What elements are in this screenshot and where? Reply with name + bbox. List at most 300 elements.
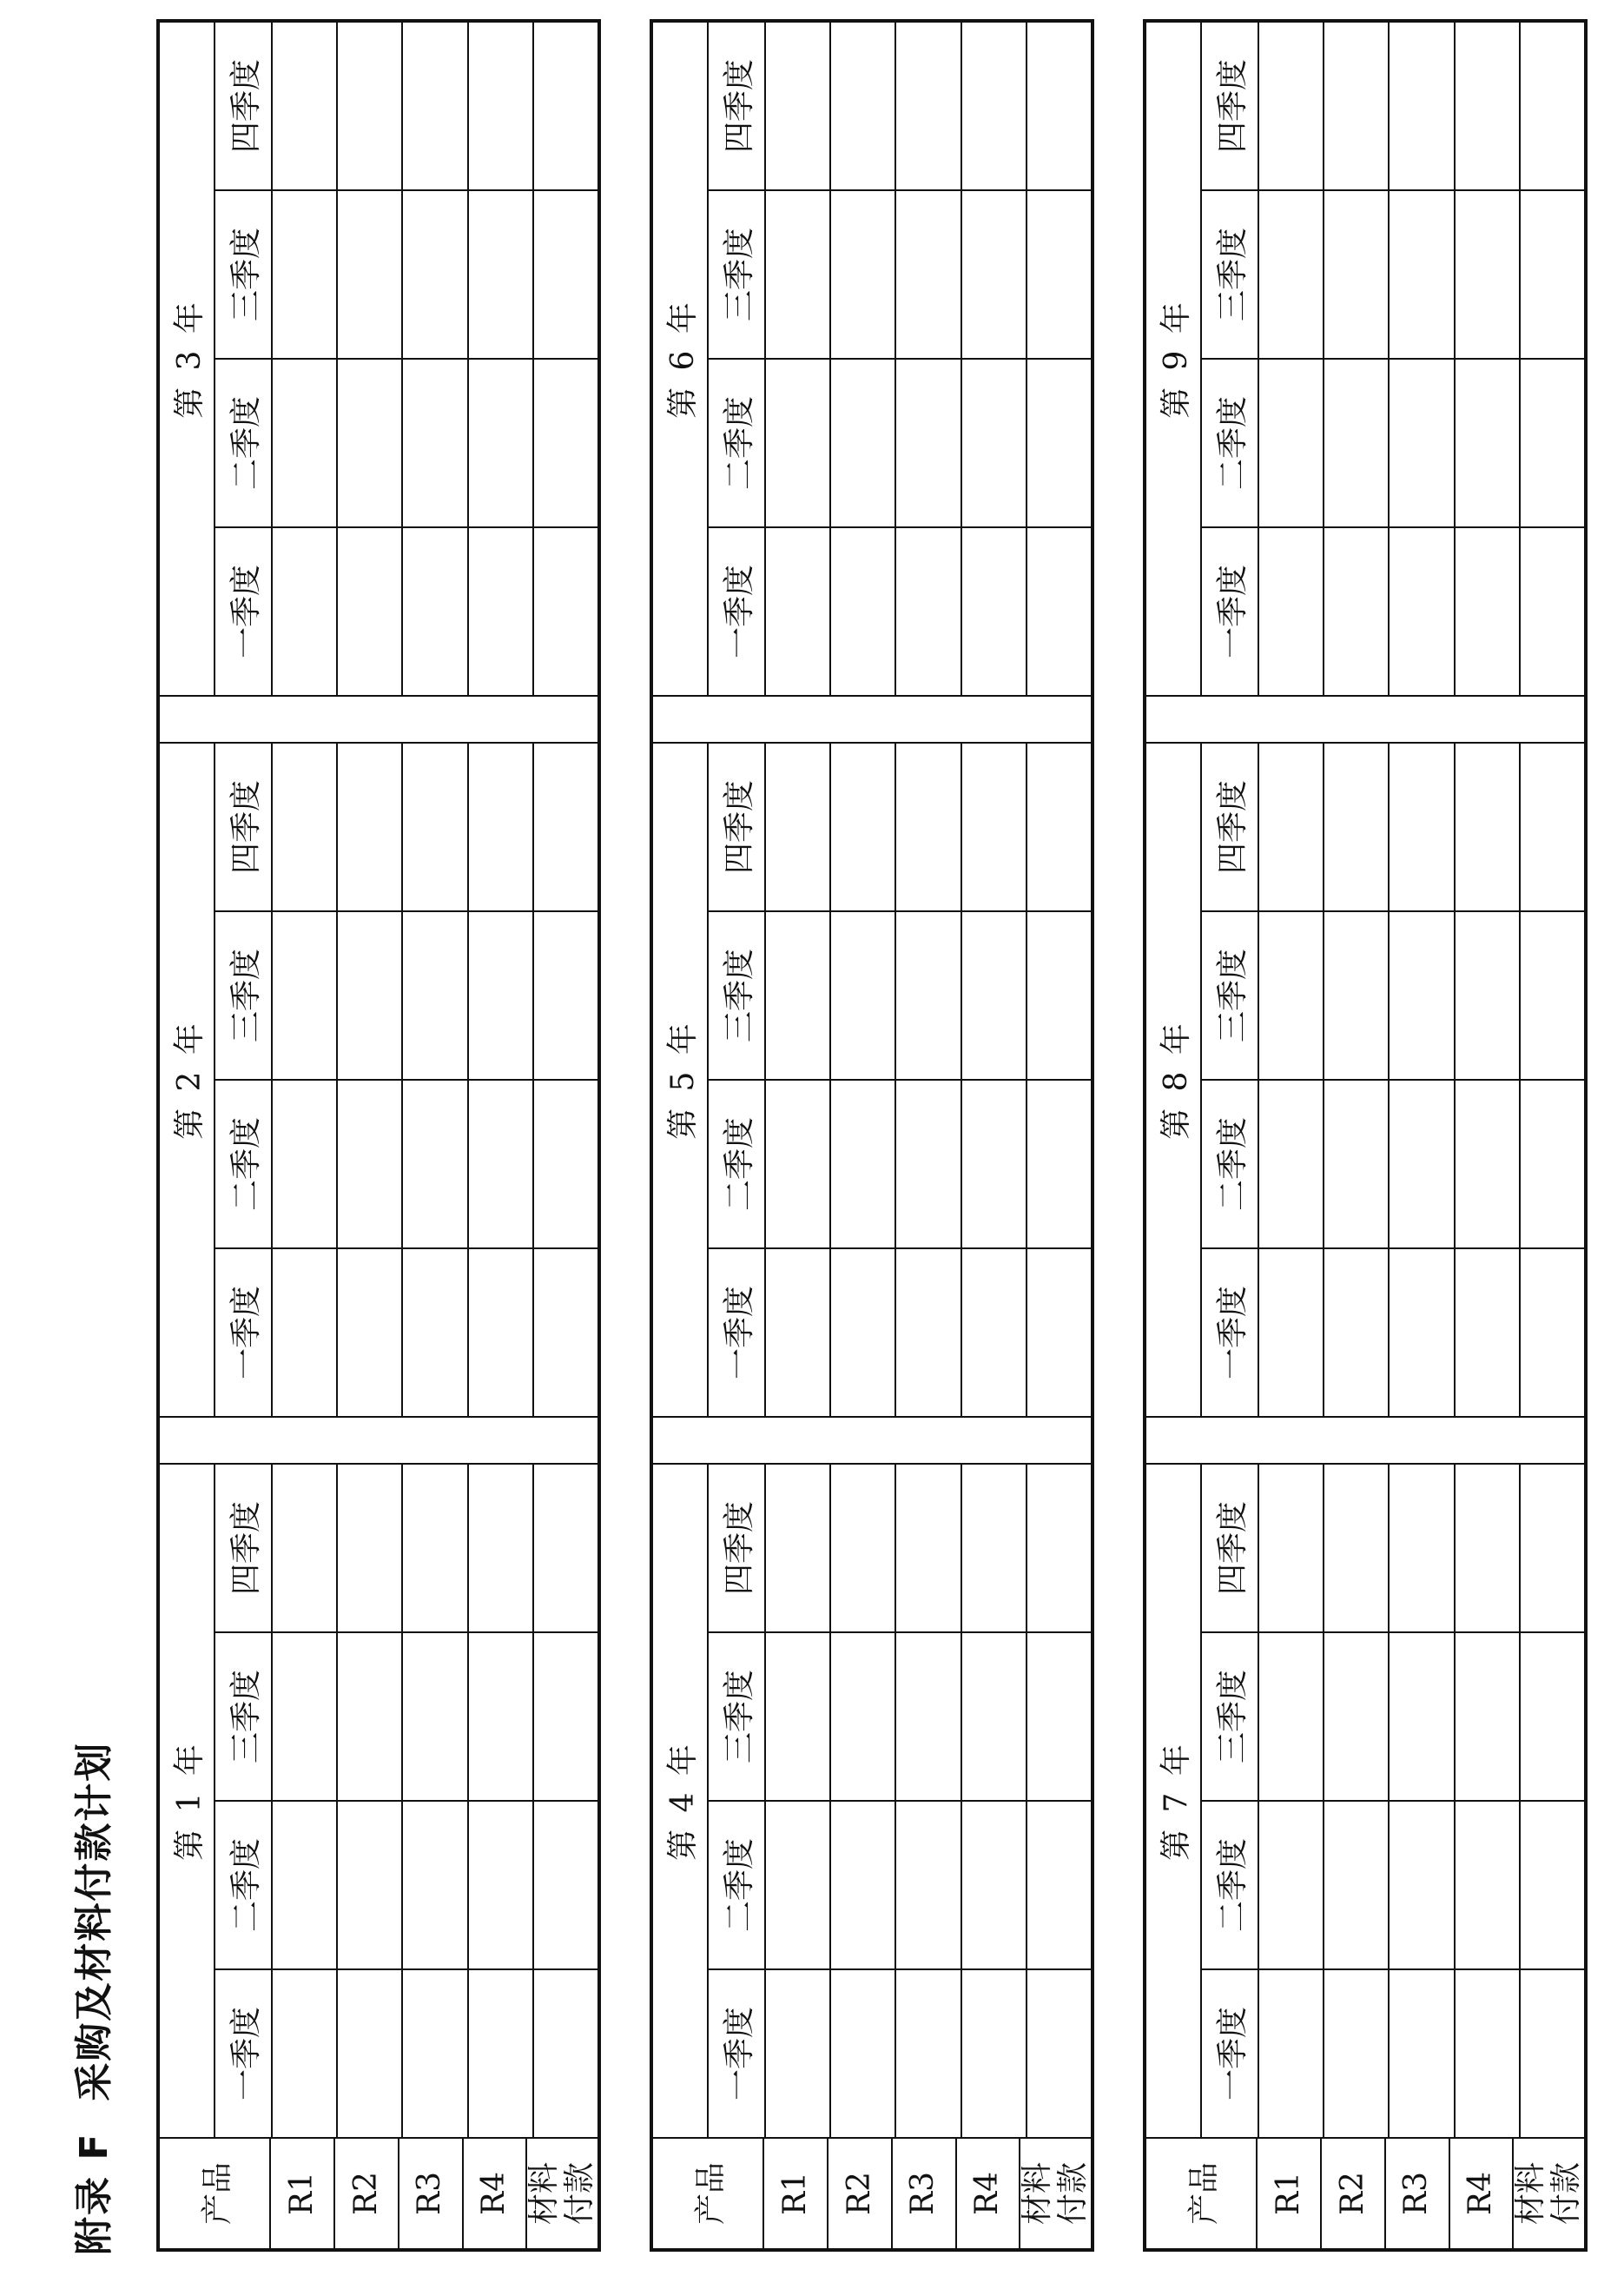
- entry-cell[interactable]: [403, 360, 468, 526]
- entry-cell[interactable]: [1259, 360, 1324, 526]
- year-table-band: [650, 19, 1094, 2252]
- entry-cell[interactable]: [1390, 1970, 1455, 2137]
- year-separator: [1146, 1416, 1584, 1465]
- year-table-band: [1143, 19, 1588, 2252]
- quarter-column: [707, 23, 1091, 189]
- entry-cell[interactable]: [273, 744, 338, 910]
- entry-cell[interactable]: [403, 1970, 468, 2137]
- entry-cell[interactable]: [338, 1249, 403, 1416]
- quarter-header: 四季度: [707, 1465, 766, 1631]
- entry-cell[interactable]: [273, 1465, 338, 1631]
- quarter-column: [214, 1247, 597, 1416]
- entry-cell[interactable]: [1259, 1249, 1324, 1416]
- entry-cell[interactable]: [1456, 912, 1521, 1079]
- quarter-header: 一季度: [707, 1970, 766, 2137]
- year-separator: [160, 695, 597, 744]
- entry-cell[interactable]: [534, 191, 597, 358]
- quarter-column: [1200, 1247, 1584, 1416]
- entry-cell[interactable]: [831, 528, 896, 695]
- product-header: 产品: [160, 2139, 271, 2248]
- entry-cell[interactable]: [1456, 191, 1521, 358]
- quarter-header: 二季度: [1200, 1802, 1259, 1968]
- year-separator: [653, 1416, 1091, 1465]
- entry-cell[interactable]: [1324, 23, 1390, 189]
- entry-cell[interactable]: [896, 360, 961, 526]
- quarter-columns: [707, 23, 1091, 695]
- entry-cell[interactable]: [1324, 744, 1390, 910]
- entry-cell[interactable]: [766, 1249, 831, 1416]
- quarter-column: [1200, 910, 1584, 1079]
- entry-cell[interactable]: [766, 912, 831, 1079]
- row-label: 材料 付款: [1020, 2162, 1091, 2226]
- entry-cell[interactable]: [534, 744, 597, 910]
- entry-cell[interactable]: [766, 1465, 831, 1631]
- entry-cell[interactable]: [962, 1633, 1027, 1800]
- entry-cell[interactable]: [1259, 191, 1324, 358]
- product-header: 产品: [653, 2139, 764, 2248]
- quarter-column: [214, 1079, 597, 1247]
- entry-cell[interactable]: [896, 1249, 961, 1416]
- year-block: [1146, 23, 1584, 695]
- entry-cell[interactable]: [1521, 1970, 1584, 2137]
- quarter-column: [1200, 1800, 1584, 1968]
- quarter-column: [707, 1968, 1091, 2137]
- entry-cell[interactable]: [896, 1465, 961, 1631]
- entry-cell[interactable]: [338, 1802, 403, 1968]
- quarter-column: [707, 744, 1091, 910]
- quarter-header: 四季度: [707, 23, 766, 189]
- page-heading: [63, 1742, 118, 2255]
- entry-cell[interactable]: [338, 1633, 403, 1800]
- row-label: R4: [1450, 2139, 1515, 2248]
- year-block: [653, 744, 1091, 1416]
- entry-cell[interactable]: [896, 1633, 961, 1800]
- entry-cell[interactable]: [534, 1633, 597, 1800]
- entry-cell[interactable]: [831, 191, 896, 358]
- entry-cell[interactable]: [962, 528, 1027, 695]
- quarter-column: [214, 526, 597, 695]
- entry-cell[interactable]: [831, 1249, 896, 1416]
- entry-cell[interactable]: [1390, 1633, 1455, 1800]
- row-label: R1: [1258, 2139, 1322, 2248]
- quarter-header: 一季度: [707, 1249, 766, 1416]
- quarter-header: 三季度: [707, 191, 766, 358]
- entry-cell[interactable]: [338, 191, 403, 358]
- entry-cell[interactable]: [831, 1633, 896, 1800]
- row-label-column: [160, 2137, 597, 2248]
- entry-cell[interactable]: [831, 1970, 896, 2137]
- quarter-header: 三季度: [1200, 912, 1259, 1079]
- quarter-header: 二季度: [707, 1802, 766, 1968]
- entry-cell[interactable]: [831, 360, 896, 526]
- entry-cell[interactable]: [1259, 1970, 1324, 2137]
- entry-cell[interactable]: [338, 1465, 403, 1631]
- entry-cell[interactable]: [831, 1465, 896, 1631]
- quarter-column: [214, 1465, 597, 1631]
- quarter-column: [707, 1631, 1091, 1800]
- entry-cell[interactable]: [1259, 23, 1324, 189]
- entry-cell[interactable]: [273, 528, 338, 695]
- entry-cell[interactable]: [338, 912, 403, 1079]
- quarter-header: 二季度: [214, 1081, 273, 1247]
- year-block: [1146, 744, 1584, 1416]
- entry-cell[interactable]: [766, 1802, 831, 1968]
- entry-cell[interactable]: [273, 1081, 338, 1247]
- quarter-column: [1200, 1631, 1584, 1800]
- year-title: 第 2 年: [171, 1020, 208, 1140]
- quarter-columns: [707, 1465, 1091, 2137]
- year-title: 第 3 年: [171, 299, 208, 419]
- entry-cell[interactable]: [534, 1970, 597, 2137]
- quarter-header: 四季度: [1200, 1465, 1259, 1631]
- quarter-columns: [214, 1465, 597, 2137]
- quarter-header: 三季度: [214, 1633, 273, 1800]
- entry-cell[interactable]: [1027, 912, 1091, 1079]
- entry-cell[interactable]: [766, 1970, 831, 2137]
- entry-cell[interactable]: [1390, 1465, 1455, 1631]
- entry-cell[interactable]: [273, 1249, 338, 1416]
- entry-cell[interactable]: [534, 528, 597, 695]
- row-label: R3: [893, 2139, 957, 2248]
- quarter-column: [707, 1079, 1091, 1247]
- entry-cell[interactable]: [1259, 1633, 1324, 1800]
- entry-cell[interactable]: [1521, 23, 1584, 189]
- quarter-header: 四季度: [214, 23, 273, 189]
- entry-cell[interactable]: [1259, 744, 1324, 910]
- entry-cell[interactable]: [896, 1081, 961, 1247]
- entry-cell[interactable]: [403, 528, 468, 695]
- entry-cell[interactable]: [1259, 1465, 1324, 1631]
- row-label: R4: [957, 2139, 1021, 2248]
- entry-cell[interactable]: [403, 1465, 468, 1631]
- year-separator: [1146, 695, 1584, 744]
- row-label: R1: [764, 2139, 829, 2248]
- quarter-columns: [214, 23, 597, 695]
- entry-cell[interactable]: [831, 1081, 896, 1247]
- entry-cell[interactable]: [469, 528, 534, 695]
- entry-cell[interactable]: [831, 744, 896, 910]
- entry-cell[interactable]: [962, 1081, 1027, 1247]
- quarter-column: [214, 1968, 597, 2137]
- year-title: 第 7 年: [1158, 1741, 1194, 1861]
- entry-cell[interactable]: [1390, 528, 1455, 695]
- quarter-header: 四季度: [214, 744, 273, 910]
- entry-cell[interactable]: [338, 360, 403, 526]
- year-block: [160, 23, 597, 695]
- entry-cell[interactable]: [1027, 1633, 1091, 1800]
- entry-cell[interactable]: [1456, 1802, 1521, 1968]
- row-label: R2: [829, 2139, 893, 2248]
- entry-cell[interactable]: [1027, 1970, 1091, 2137]
- entry-cell[interactable]: [534, 912, 597, 1079]
- row-label: 材料 付款: [526, 2162, 597, 2226]
- quarter-column: [707, 910, 1091, 1079]
- entry-cell[interactable]: [1521, 744, 1584, 910]
- entry-cell[interactable]: [1390, 744, 1455, 910]
- entry-cell[interactable]: [1324, 1081, 1390, 1247]
- year-block: [160, 1465, 597, 2137]
- entry-cell[interactable]: [896, 528, 961, 695]
- entry-cell[interactable]: [1259, 912, 1324, 1079]
- entry-cell[interactable]: [962, 360, 1027, 526]
- entry-cell[interactable]: [896, 23, 961, 189]
- entry-cell[interactable]: [1027, 528, 1091, 695]
- entry-cell[interactable]: [1027, 191, 1091, 358]
- entry-cell[interactable]: [1324, 1249, 1390, 1416]
- quarter-header: 三季度: [707, 1633, 766, 1800]
- entry-cell[interactable]: [534, 1081, 597, 1247]
- row-label: R3: [399, 2139, 464, 2248]
- quarter-header: 一季度: [1200, 1970, 1259, 2137]
- entry-cell[interactable]: [273, 912, 338, 1079]
- quarter-header: 三季度: [214, 191, 273, 358]
- entry-cell[interactable]: [273, 1633, 338, 1800]
- entry-cell[interactable]: [1456, 23, 1521, 189]
- entry-cell[interactable]: [766, 191, 831, 358]
- quarter-column: [1200, 526, 1584, 695]
- entry-cell[interactable]: [469, 1081, 534, 1247]
- entry-cell[interactable]: [1521, 1802, 1584, 1968]
- year-block: [160, 744, 597, 1416]
- entry-cell[interactable]: [1259, 528, 1324, 695]
- quarter-header: 四季度: [707, 744, 766, 910]
- entry-cell[interactable]: [1521, 360, 1584, 526]
- entry-cell[interactable]: [1324, 1802, 1390, 1968]
- entry-cell[interactable]: [1456, 1081, 1521, 1247]
- entry-cell[interactable]: [1027, 1802, 1091, 1968]
- entry-cell[interactable]: [1390, 191, 1455, 358]
- quarter-header: 一季度: [1200, 1249, 1259, 1416]
- quarter-column: [214, 1631, 597, 1800]
- entry-cell[interactable]: [896, 191, 961, 358]
- entry-cell[interactable]: [1456, 1465, 1521, 1631]
- entry-cell[interactable]: [469, 360, 534, 526]
- entry-cell[interactable]: [403, 191, 468, 358]
- entry-cell[interactable]: [1521, 912, 1584, 1079]
- entry-cell[interactable]: [1521, 1249, 1584, 1416]
- year-table-band: [156, 19, 601, 2252]
- entry-cell[interactable]: [766, 528, 831, 695]
- entry-cell[interactable]: [1324, 912, 1390, 1079]
- quarter-column: [214, 358, 597, 526]
- entry-cell[interactable]: [1456, 360, 1521, 526]
- entry-cell[interactable]: [766, 744, 831, 910]
- row-label: 材料 付款: [1513, 2162, 1584, 2226]
- entry-cell[interactable]: [273, 1970, 338, 2137]
- entry-cell[interactable]: [273, 191, 338, 358]
- year-block: [1146, 1465, 1584, 2137]
- entry-cell[interactable]: [403, 1802, 468, 1968]
- entry-cell[interactable]: [1324, 1970, 1390, 2137]
- year-title: 第 6 年: [664, 299, 701, 419]
- quarter-columns: [707, 744, 1091, 1416]
- quarter-header: 二季度: [707, 1081, 766, 1247]
- quarter-column: [214, 744, 597, 910]
- entry-cell[interactable]: [1027, 23, 1091, 189]
- entry-cell[interactable]: [534, 1465, 597, 1631]
- entry-cell[interactable]: [1027, 744, 1091, 910]
- entry-cell[interactable]: [1324, 1633, 1390, 1800]
- entry-cell[interactable]: [1521, 528, 1584, 695]
- entry-cell[interactable]: [1259, 1802, 1324, 1968]
- entry-cell[interactable]: [469, 191, 534, 358]
- entry-cell[interactable]: [1456, 744, 1521, 910]
- entry-cell[interactable]: [766, 360, 831, 526]
- quarter-header: 一季度: [1200, 528, 1259, 695]
- entry-cell[interactable]: [534, 23, 597, 189]
- entry-cell[interactable]: [896, 912, 961, 1079]
- entry-cell[interactable]: [273, 1802, 338, 1968]
- quarter-column: [214, 189, 597, 358]
- entry-cell[interactable]: [1390, 1249, 1455, 1416]
- quarter-header: 四季度: [214, 1465, 273, 1631]
- quarter-columns: [1200, 744, 1584, 1416]
- quarter-header: 三季度: [1200, 191, 1259, 358]
- entry-cell[interactable]: [273, 23, 338, 189]
- entry-cell[interactable]: [338, 1081, 403, 1247]
- entry-cell[interactable]: [962, 1970, 1027, 2137]
- entry-cell[interactable]: [962, 912, 1027, 1079]
- entry-cell[interactable]: [469, 1970, 534, 2137]
- appendix-code: 附录 F: [72, 2132, 116, 2255]
- entry-cell[interactable]: [962, 1802, 1027, 1968]
- entry-cell[interactable]: [469, 23, 534, 189]
- quarter-column: [1200, 358, 1584, 526]
- entry-cell[interactable]: [338, 744, 403, 910]
- quarter-header: 二季度: [214, 1802, 273, 1968]
- row-label: R4: [464, 2139, 528, 2248]
- entry-cell[interactable]: [469, 912, 534, 1079]
- entry-cell[interactable]: [831, 912, 896, 1079]
- entry-cell[interactable]: [896, 1802, 961, 1968]
- entry-cell[interactable]: [338, 1970, 403, 2137]
- entry-cell[interactable]: [962, 191, 1027, 358]
- quarter-header: 三季度: [1200, 1633, 1259, 1800]
- quarter-column: [1200, 1079, 1584, 1247]
- entry-cell[interactable]: [896, 1970, 961, 2137]
- entry-cell[interactable]: [1027, 1465, 1091, 1631]
- entry-cell[interactable]: [766, 23, 831, 189]
- quarter-header: 四季度: [1200, 744, 1259, 910]
- entry-cell[interactable]: [469, 1802, 534, 1968]
- quarter-header: 二季度: [1200, 360, 1259, 526]
- entry-cell[interactable]: [1324, 191, 1390, 358]
- entry-cell[interactable]: [896, 744, 961, 910]
- entry-cell[interactable]: [1390, 912, 1455, 1079]
- quarter-column: [1200, 1968, 1584, 2137]
- quarter-column: [707, 358, 1091, 526]
- quarter-header: 一季度: [214, 528, 273, 695]
- quarter-columns: [1200, 1465, 1584, 2137]
- entry-cell[interactable]: [1521, 1465, 1584, 1631]
- appendix-title: 采购及材料付款计划: [72, 1741, 116, 2101]
- entry-cell[interactable]: [1456, 1970, 1521, 2137]
- year-separator: [653, 695, 1091, 744]
- entry-cell[interactable]: [534, 1802, 597, 1968]
- entry-cell[interactable]: [1324, 360, 1390, 526]
- entry-cell[interactable]: [403, 1081, 468, 1247]
- entry-cell[interactable]: [469, 744, 534, 910]
- quarter-column: [1200, 23, 1584, 189]
- quarter-header: 三季度: [707, 912, 766, 1079]
- entry-cell[interactable]: [469, 1249, 534, 1416]
- quarter-header: 二季度: [214, 360, 273, 526]
- year-block: [653, 1465, 1091, 2137]
- quarter-header: 一季度: [707, 528, 766, 695]
- entry-cell[interactable]: [1324, 1465, 1390, 1631]
- entry-cell[interactable]: [1324, 528, 1390, 695]
- entry-cell[interactable]: [831, 23, 896, 189]
- entry-cell[interactable]: [403, 744, 468, 910]
- row-label: R3: [1386, 2139, 1450, 2248]
- entry-cell[interactable]: [469, 1633, 534, 1800]
- entry-cell[interactable]: [1521, 191, 1584, 358]
- entry-cell[interactable]: [1390, 1802, 1455, 1968]
- entry-cell[interactable]: [1027, 1249, 1091, 1416]
- entry-cell[interactable]: [403, 1633, 468, 1800]
- entry-cell[interactable]: [962, 744, 1027, 910]
- entry-cell[interactable]: [1456, 528, 1521, 695]
- entry-cell[interactable]: [1456, 1633, 1521, 1800]
- entry-cell[interactable]: [534, 360, 597, 526]
- entry-cell[interactable]: [962, 1465, 1027, 1631]
- entry-cell[interactable]: [1390, 23, 1455, 189]
- entry-cell[interactable]: [338, 23, 403, 189]
- year-block: [653, 23, 1091, 695]
- year-title: 第 4 年: [664, 1741, 701, 1861]
- year-title: 第 1 年: [171, 1741, 208, 1861]
- quarter-header: 四季度: [1200, 23, 1259, 189]
- row-label: R1: [271, 2139, 335, 2248]
- entry-cell[interactable]: [469, 1465, 534, 1631]
- entry-cell[interactable]: [534, 1249, 597, 1416]
- quarter-header: 一季度: [214, 1249, 273, 1416]
- quarter-header: 二季度: [707, 360, 766, 526]
- quarter-column: [214, 910, 597, 1079]
- entry-cell[interactable]: [273, 360, 338, 526]
- entry-cell[interactable]: [831, 1802, 896, 1968]
- product-header: 产品: [1146, 2139, 1258, 2248]
- entry-cell[interactable]: [1259, 1081, 1324, 1247]
- entry-cell[interactable]: [962, 23, 1027, 189]
- entry-cell[interactable]: [1027, 1081, 1091, 1247]
- quarter-column: [707, 1800, 1091, 1968]
- quarter-column: [707, 1465, 1091, 1631]
- entry-cell[interactable]: [338, 528, 403, 695]
- row-label-column: [1146, 2137, 1584, 2248]
- year-title: 第 9 年: [1158, 299, 1194, 419]
- year-separator: [160, 1416, 597, 1465]
- entry-cell[interactable]: [1521, 1081, 1584, 1247]
- entry-cell[interactable]: [1521, 1633, 1584, 1800]
- quarter-header: 一季度: [214, 1970, 273, 2137]
- entry-cell[interactable]: [1456, 1249, 1521, 1416]
- quarter-column: [214, 1800, 597, 1968]
- entry-cell[interactable]: [962, 1249, 1027, 1416]
- row-label: R2: [335, 2139, 399, 2248]
- entry-cell[interactable]: [403, 1249, 468, 1416]
- entry-cell[interactable]: [1027, 360, 1091, 526]
- quarter-column: [1200, 1465, 1584, 1631]
- entry-cell[interactable]: [1390, 360, 1455, 526]
- entry-cell[interactable]: [766, 1633, 831, 1800]
- entry-cell[interactable]: [1390, 1081, 1455, 1247]
- entry-cell[interactable]: [403, 23, 468, 189]
- quarter-column: [1200, 189, 1584, 358]
- entry-cell[interactable]: [766, 1081, 831, 1247]
- entry-cell[interactable]: [403, 912, 468, 1079]
- quarter-columns: [1200, 23, 1584, 695]
